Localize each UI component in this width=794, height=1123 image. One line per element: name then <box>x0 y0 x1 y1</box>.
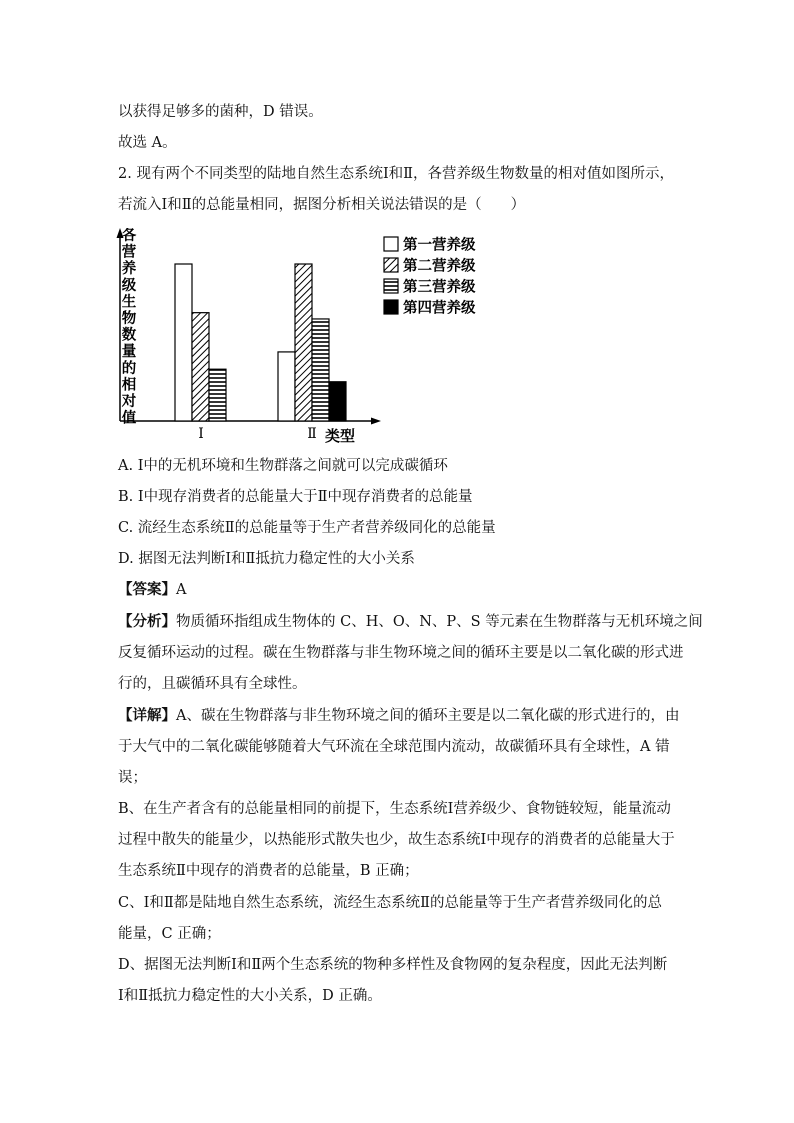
bar-2-1 <box>278 352 295 421</box>
option-d: D. 据图无法判断Ⅰ和Ⅱ抵抗力稳定性的大小关系 <box>118 551 415 567</box>
answer-label: 【答案】 <box>118 581 176 598</box>
bar-2-2 <box>295 264 312 421</box>
analysis-line-2: 反复循环运动的过程。碳在生物群落与非生物环境之间的循环主要是以二氧化碳的形式进 <box>118 645 684 661</box>
analysis-text-1: 物质循环指组成生物体的 C、H、O、N、P、S 等元素在生物群落与无机环境之间 <box>176 614 703 630</box>
legend-label-2: 第二营养级 <box>403 257 476 275</box>
detail-line-b1: B、在生产者含有的总能量相同的前提下，生态系统Ⅰ营养级少、食物链较短，能量流动 <box>118 801 671 817</box>
bar-1-1 <box>175 264 192 421</box>
y-axis-label-text: 各营养级生物数量的相对值 <box>121 228 137 427</box>
legend-label-3: 第三营养级 <box>403 278 476 296</box>
bar-chart <box>115 228 495 446</box>
legend-swatch-1 <box>384 237 398 251</box>
x-axis-arrow <box>371 418 381 425</box>
category-label-2: Ⅱ <box>307 426 317 442</box>
answer-line <box>118 580 186 600</box>
detail-line-d2: Ⅰ和Ⅱ抵抗力稳定性的大小关系，D 正确。 <box>118 988 382 1004</box>
analysis-line-1 <box>118 612 703 632</box>
option-c: C. 流经生态系统Ⅱ的总能量等于生产者营养级同化的总能量 <box>118 520 496 536</box>
legend-swatch-3 <box>384 279 398 293</box>
bar-2-4 <box>329 382 346 421</box>
bar-1-2 <box>192 313 209 421</box>
legend-swatch-4 <box>384 300 398 314</box>
bar-1-3 <box>209 369 226 421</box>
detail-line-b2: 过程中散失的能量少，以热能形式散失也少，故生态系统Ⅰ中现存的消费者的总能量大于 <box>118 832 675 848</box>
detail-line-c1: C、Ⅰ和Ⅱ都是陆地自然生态系统，流经生态系统Ⅱ的总能量等于生产者营养级同化的总 <box>118 895 663 911</box>
legend <box>384 236 476 317</box>
option-b: B. Ⅰ中现存消费者的总能量大于Ⅱ中现存消费者的总能量 <box>118 489 473 505</box>
prev-choice-line: 故选 A。 <box>118 135 177 151</box>
detail-line-b3: 生态系统Ⅱ中现存的消费者的总能量，B 正确； <box>118 863 419 879</box>
detail-line-a1 <box>118 706 679 726</box>
option-a: A. Ⅰ中的无机环境和生物群落之间就可以完成碳循环 <box>118 458 448 474</box>
question-line-1: 2. 现有两个不同类型的陆地自然生态系统Ⅰ和Ⅱ，各营养级生物数量的相对值如图所示， <box>118 166 675 182</box>
bar-2-3 <box>312 319 329 421</box>
question-line-2: 若流入Ⅰ和Ⅱ的总能量相同，据图分析相关说法错误的是（ ） <box>118 197 526 213</box>
category-label-1: Ⅰ <box>198 426 204 442</box>
x-axis-label: 类型 <box>324 427 356 445</box>
prev-answer-line: 以获得足够多的菌种，D 错误。 <box>118 104 323 120</box>
legend-label-1: 第一营养级 <box>403 236 476 254</box>
detail-line-c2: 能量，C 正确； <box>118 926 221 942</box>
analysis-line-3: 行的，且碳循环具有全球性。 <box>118 676 307 692</box>
detail-label: 【详解】 <box>118 707 176 724</box>
legend-label-4: 第四营养级 <box>403 299 476 317</box>
legend-swatch-2 <box>384 258 398 272</box>
detail-line-a3: 误； <box>118 770 147 786</box>
y-axis-label <box>121 228 137 427</box>
detail-line-d1: D、据图无法判断Ⅰ和Ⅱ两个生态系统的物种多样性及食物网的复杂程度，因此无法判断 <box>118 957 668 973</box>
detail-text-a1: A、碳在生物群落与非生物环境之间的循环主要是以二氧化碳的形式进行的，由 <box>176 708 680 724</box>
analysis-label: 【分析】 <box>118 613 176 630</box>
answer-value: A <box>176 582 187 598</box>
detail-line-a2: 于大气中的二氧化碳能够随着大气环流在全球范围内流动，故碳循环具有全球性，A 错 <box>118 739 670 755</box>
